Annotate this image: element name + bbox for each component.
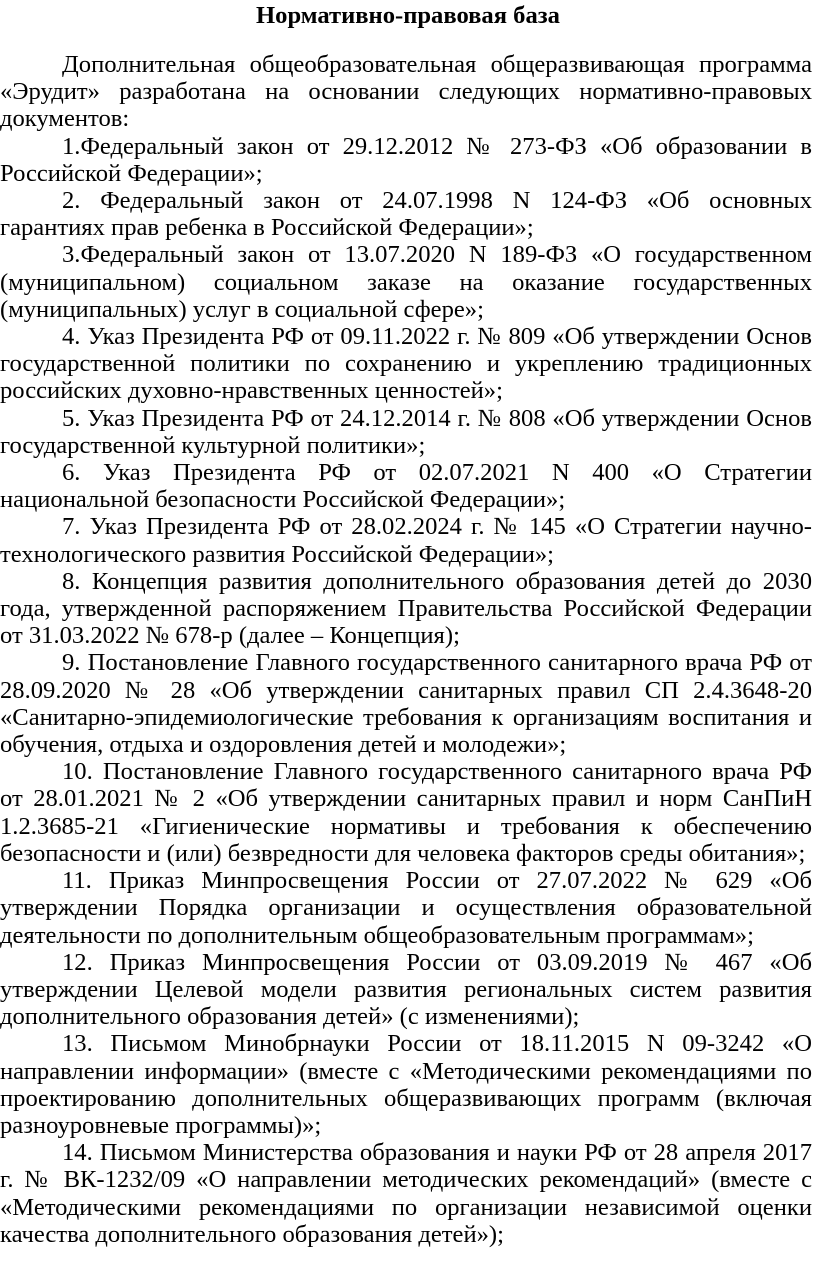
- list-item: 6. Указ Президента РФ от 02.07.2021 N 400 «О Стратегии национальной безопасности Российской Федерации»;: [0, 459, 812, 514]
- list-item: 9. Постановление Главного государственного санитарного врача РФ от 28.09.2020 № 28 «Об утверждении санитарных правил СП 2.4.3648-20 «Санитарно-эпидемиологические требования к организациям воспитания и обучения, отдыха и оздоровления детей и молодежи»;: [0, 649, 812, 759]
- list-item: 12. Приказ Минпросвещения России от 03.09.2019 № 467 «Об утверждении Целевой модели развития региональных систем развития дополнительного образования детей» (с изменениями);: [0, 948, 812, 1031]
- list-item: 5. Указ Президента РФ от 24.12.2014 г. № 808 «Об утверждении Основ государственной культурной политики»;: [0, 404, 812, 459]
- list-item: 7. Указ Президента РФ от 28.02.2024 г. № 145 «О Стратегии научно-технологического развития Российской Федерации»;: [0, 513, 812, 568]
- document-body: [0, 51, 812, 1248]
- list-item: 4. Указ Президента РФ от 09.11.2022 г. № 809 «Об утверждении Основ государственной политики по сохранению и укреплению традиционных российских духовно-нравственных ценностей»;: [0, 323, 812, 405]
- list-item: 2. Федеральный закон от 24.07.1998 N 124-ФЗ «Об основных гарантиях прав ребенка в Российской Федерации»;: [0, 187, 812, 242]
- page-title: Нормативно-правовая база: [256, 2, 560, 29]
- list-item: 14. Письмом Министерства образования и науки РФ от 28 апреля 2017 г. № ВК-1232/09 «О направлении методических рекомендаций» (вместе с «Методическими рекомендациями по организации независимой оценки качества дополнительного образования детей»);: [0, 1139, 812, 1248]
- list-item: 11. Приказ Минпросвещения России от 27.07.2022 № 629 «Об утверждении Порядка организации и осуществления образовательной деятельности по дополнительным общеобразовательным программам»;: [0, 867, 812, 949]
- list-item: 8. Концепция развития дополнительного образования детей до 2030 года, утвержденной распоряжением Правительства Российской Федерации от 31.03.2022 № 678-р (далее – Концепция);: [0, 567, 812, 650]
- list-item: 10. Постановление Главного государственного санитарного врача РФ от 28.01.2021 № 2 «Об утверждении санитарных правил и норм СанПиН 1.2.3685-21 «Гигиенические нормативы и требования к обеспечению безопасности и (или) безвредности для человека факторов среды обитания»;: [0, 758, 812, 867]
- list-item: 13. Письмом Минобрнауки России от 18.11.2015 N 09-3242 «О направлении информации» (вместе с «Методическими рекомендациями по проектированию дополнительных общеразвивающих программ (включая разноуровневые программы)»;: [0, 1030, 812, 1139]
- list-item: 1.Федеральный закон от 29.12.2012 № 273-ФЗ «Об образовании в Российской Федерации»;: [0, 132, 812, 187]
- intro-paragraph: Дополнительная общеобразовательная общеразвивающая программа «Эрудит» разработана на основании следующих нормативно-правовых документов:: [0, 51, 812, 133]
- list-item: 3.Федеральный закон от 13.07.2020 N 189-ФЗ «О государственном (муниципальном) социальном заказе на оказание государственных (муниципальных) услуг в социальной сфере»;: [0, 241, 812, 323]
